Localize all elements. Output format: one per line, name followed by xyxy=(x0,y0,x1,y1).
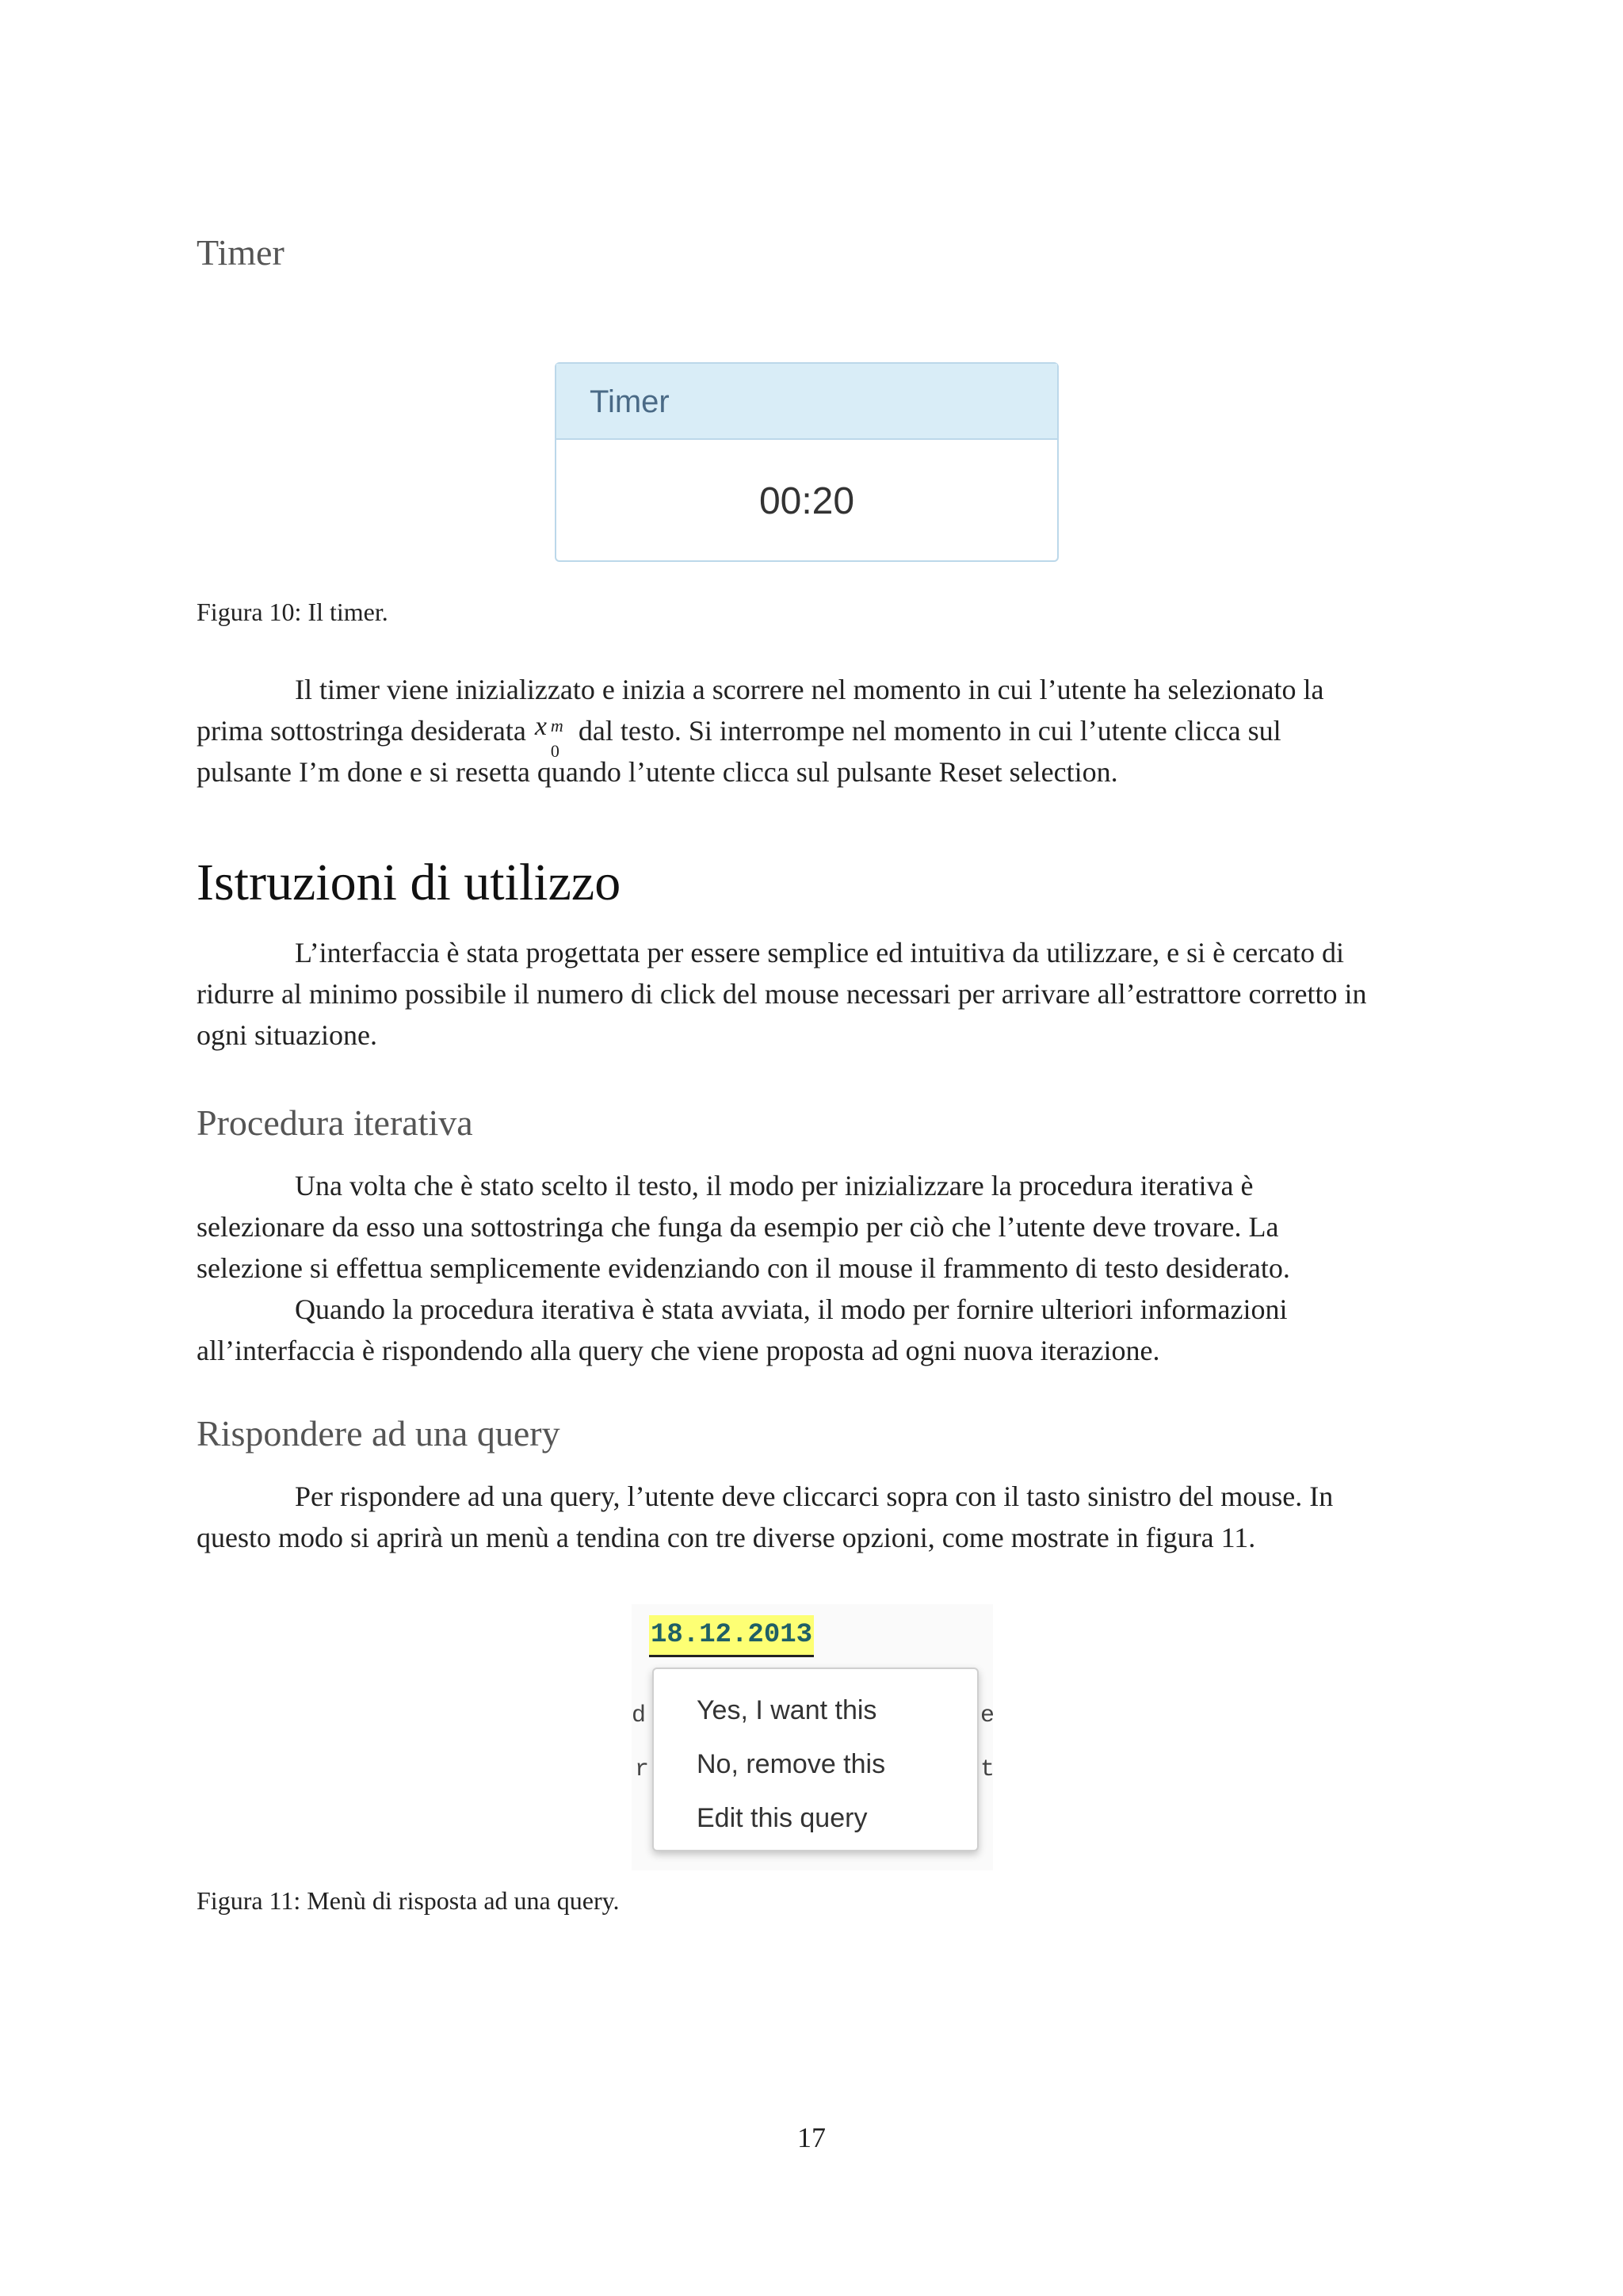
text-fragment: t xyxy=(980,1756,995,1783)
text-fragment: e xyxy=(980,1702,995,1729)
query-figure xyxy=(632,1604,993,1870)
page-number: 17 xyxy=(797,2122,826,2153)
paragraph-instructions xyxy=(197,932,1433,1056)
menu-item-edit[interactable]: Edit this query xyxy=(697,1803,868,1833)
text-fragment: d xyxy=(632,1702,647,1729)
menu-item-yes[interactable]: Yes, I want this xyxy=(697,1695,877,1725)
paragraph-line: all’interfaccia è rispondendo alla query che viene proposta ad ogni nuova iterazione. xyxy=(197,1335,1160,1366)
paragraph-query xyxy=(197,1476,1433,1558)
figure-10-caption: Figura 10: Il timer. xyxy=(197,598,388,626)
math-superscript: m xyxy=(550,716,563,735)
paragraph-line xyxy=(197,710,1433,761)
paragraph-text: dal testo. Si interrompe nel momento in cui l’utente clicca sul xyxy=(578,715,1281,747)
paragraph-line: Per rispondere ad una query, l’utente deve cliccarci sopra con il tasto sinistro del mouse. In xyxy=(295,1480,1334,1512)
timer-display: 00:20 xyxy=(758,479,855,522)
paragraph-line: ogni situazione. xyxy=(197,1019,377,1051)
menu-item-no[interactable]: No, remove this xyxy=(697,1749,886,1779)
section-heading-iterative: Procedura iterativa xyxy=(197,1102,473,1143)
paragraph-line: selezione si effettua semplicemente evidenziando con il mouse il frammento di testo desiderato. xyxy=(197,1252,1290,1284)
figure-11-caption: Figura 11: Menù di risposta ad una query. xyxy=(197,1886,620,1915)
math-x0m xyxy=(533,712,571,761)
query-highlight[interactable]: 18.12.2013 xyxy=(649,1615,814,1657)
section-heading-query: Rispondere ad una query xyxy=(197,1413,560,1454)
timer-panel-title: Timer xyxy=(556,364,1057,440)
math-subscript: 0 xyxy=(550,741,559,761)
query-context-menu xyxy=(652,1668,979,1851)
paragraph-iterative xyxy=(197,1165,1433,1371)
paragraph-line: pulsante I’m done e si resetta quando l’utente clicca sul pulsante Reset selection. xyxy=(197,756,1118,788)
paragraph-text: prima sottostringa desiderata xyxy=(197,715,526,747)
section-heading-instructions: Istruzioni di utilizzo xyxy=(197,854,621,911)
paragraph-line: Il timer viene inizializzato e inizia a scorrere nel momento in cui l’utente ha selezionato la xyxy=(295,674,1324,705)
section-heading-timer: Timer xyxy=(197,232,285,273)
paragraph-line: questo modo si aprirà un menù a tendina con tre diverse opzioni, come mostrate in figura 11. xyxy=(197,1522,1256,1553)
paragraph-line: L’interfaccia è stata progettata per essere semplice ed intuitiva da utilizzare, e si è cercato di xyxy=(295,937,1345,968)
paragraph-line: ridurre al minimo possibile il numero di click del mouse necessari per arrivare all’estrattore corretto in xyxy=(197,978,1367,1010)
text-fragment: r xyxy=(635,1756,650,1783)
paragraph-line: Una volta che è stato scelto il testo, il modo per inizializzare la procedura iterativa è xyxy=(295,1170,1254,1201)
paragraph-line: Quando la procedura iterativa è stata avviata, il modo per fornire ulteriori informazioni xyxy=(295,1293,1288,1325)
timer-panel xyxy=(555,362,1059,562)
math-base: x xyxy=(534,712,547,741)
paragraph-timer xyxy=(197,669,1433,793)
paragraph-line: selezionare da esso una sottostringa che funga da esempio per ciò che l’utente deve trovare. La xyxy=(197,1211,1279,1243)
